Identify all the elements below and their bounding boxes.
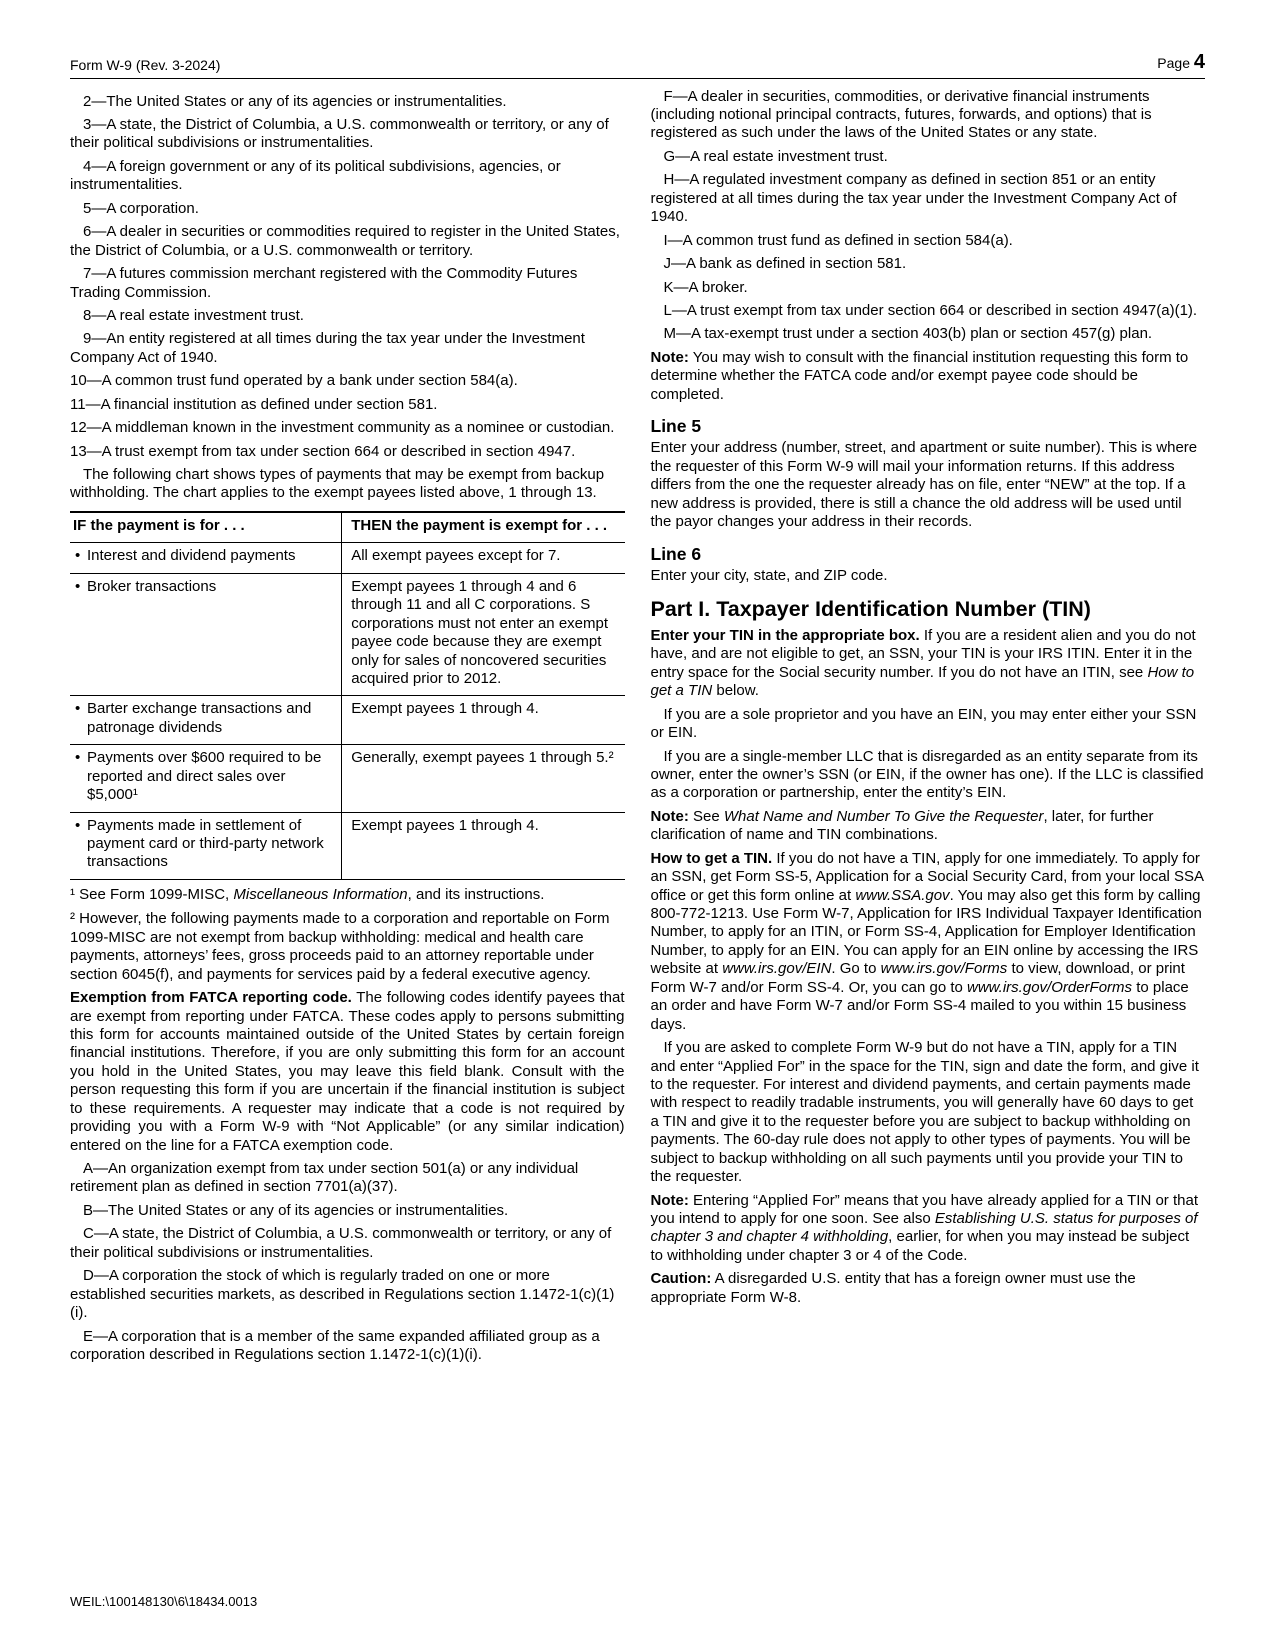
how-to-get-tin-paragraph: How to get a TIN. If you do not have a TIN, apply for one immediately. To apply for an SSN, get Form SS-5, Application for a Social Security Card, from your local SSA office or get this form online at www.SSA.gov. You may also get this form by calling 800-772-1213. Use Form W-7, Application for IRS Individual Taxpayer Identification Number, to apply for an ITIN, or Form SS-4, Application for Employer Identification Number, to apply for an EIN. You can apply for an EIN online by accessing the IRS website at www.irs.gov/EIN. Go to www.irs.gov/Forms to view, download, or print Form W-7 and/or Form SS-4. Or, you can go to www.irs.gov/OrderForms to place an order and have Form W-7 and/or Form SS-4 mailed to you within 15 business days. [650,849,1204,1033]
table-header-row [70,512,625,543]
exempt-payee-item-2: 2—The United States or any of its agencies or instrumentalities. [83,92,507,110]
table-col-if-header: IF the payment is for . . . [70,512,342,543]
payment-type-cell: • Broker transactions [73,578,329,596]
exempt-payee-item-10: 10—A common trust fund operated by a bank under section 584(a). [70,372,518,390]
caution-paragraph: Caution: A disregarded U.S. entity that has a foreign owner must use the appropriate Form W-8. [650,1270,1136,1306]
line-6-paragraph: Enter your city, state, and ZIP code. [650,566,888,584]
fatca-code-item-m: M—A tax-exempt trust under a section 403(b) plan or section 457(g) plan. [663,325,1153,343]
fatca-code-item-h: H—A regulated investment company as defined in section 851 or an entity registered at all times during the tax year under the Investment Company Act of 1940. [650,171,1177,226]
exempt-payee-item-4: 4—A foreign government or any of its political subdivisions, agencies, or instrumentalities. [70,157,561,194]
table-row [70,543,625,573]
table-row [70,696,625,745]
exempt-rule-cell: Exempt payees 1 through 4 and 6 through 11 and all C corporations. S corporations must not enter an exempt payee code because they are exempt only for sales of noncovered securities acquired prior to 2012. [342,573,625,696]
table-row [70,745,625,812]
exempt-rule-cell: All exempt payees except for 7. [342,543,625,573]
fatca-code-item-e: E—A corporation that is a member of the same expanded affiliated group as a corporation described in Regulations section 1.1472-1(c)(1)(i). [70,1327,600,1363]
exempt-payee-item-6: 6—A dealer in securities or commodities required to register in the United States, the District of Columbia, or a U.S. commonwealth or territory. [70,223,620,259]
payment-type-cell: • Payments made in settlement of payment card or third-party network transactions [73,817,329,872]
line-6-heading: Line 6 [650,543,702,564]
fatca-exemption-paragraph: Exemption from FATCA reporting code. The following codes identify payees that are exempt from reporting under FATCA. These codes apply to persons submitting this form for accounts maintained outside of the United States by certain foreign financial institutions. Therefore, if you are only submitting this form for an account you hold in the United States, you may leave this field blank. Consult with the person requesting this form if you are uncertain if the financial institution is subject to these requirements. A requester may indicate that a code is not required by providing you with a Form W-9 with “Not Applicable” (or any similar indication) entered on the line for a FATCA exemption code. [70,989,625,1154]
applied-for-paragraph: If you are asked to complete Form W-9 but do not have a TIN, apply for a TIN and enter “Applied For” in the space for the TIN, sign and date the form, and give it to the requester. For interest and dividend payments, and certain payments made with respect to readily tradable instruments, you will generally have 60 days to get a TIN and give it to the requester before you are subject to backup withholding on payments. The 60-day rule does not apply to other types of payments. You will be subject to backup withholding on all such payments until you provide your TIN to the requester. [650,1039,1199,1186]
exempt-rule-cell: Generally, exempt payees 1 through 5.² [342,745,625,812]
line-5-paragraph: Enter your address (number, street, and apartment or suite number). This is where the requester of this Form W-9 will mail your information returns. If this address differs from the one the requester already has on file, enter “NEW” at the top. If a new address is provided, there is still a chance the old address will be used until the payor changes your address in their records. [650,439,1198,531]
footnote-1: ¹ See Form 1099-MISC, Miscellaneous Information, and its instructions. [70,885,545,903]
payment-type-cell: • Barter exchange transactions and patronage dividends [73,700,329,737]
exempt-payee-item-5: 5—A corporation. [83,199,199,217]
fatca-code-item-g: G—A real estate investment trust. [663,147,888,165]
exempt-payee-item-12: 12—A middleman known in the investment community as a nominee or custodian. [70,419,615,437]
exempt-payments-table [70,511,625,880]
fatca-code-item-c: C—A state, the District of Columbia, a U.S. commonwealth or territory, or any of their political subdivisions or instrumentalities. [70,1225,612,1261]
payment-type-cell: • Payments over $600 required to be reported and direct sales over $5,000¹ [73,749,329,804]
page-label: Page [1157,55,1190,71]
chart-intro-paragraph: The following chart shows types of payments that may be exempt from backup withholding. The chart applies to the exempt payees listed above, 1 through 13. [70,466,605,502]
payment-type-cell: • Interest and dividend payments [73,547,329,565]
right-column [651,88,1206,1365]
name-number-note: Note: See What Name and Number To Give the Requester, later, for further clarification of name and TIN combinations. [650,807,1154,844]
left-column [70,88,625,1365]
page-number: 4 [1193,51,1205,73]
part-1-heading: Part I. Taxpayer Identification Number (TIN) [650,597,1091,622]
single-member-llc-paragraph: If you are a single-member LLC that is disregarded as an entity separate from its owner, enter the owner’s SSN (or EIN, if the owner has one). If the LLC is classified as a corporation or partnership, enter the entity’s EIN. [650,747,1204,802]
table-row [70,812,625,879]
exempt-payee-item-8: 8—A real estate investment trust. [83,306,304,324]
exempt-payee-item-11: 11—A financial institution as defined under section 581. [70,395,438,413]
fatca-code-item-b: B—The United States or any of its agencies or instrumentalities. [83,1201,509,1219]
page-header [70,50,1205,79]
fatca-code-item-d: D—A corporation the stock of which is regularly traded on one or more established securities markets, as described in Regulations section 1.1472-1(c)(1)(i). [70,1267,615,1322]
form-id: Form W-9 (Rev. 3-2024) [70,57,221,74]
two-column-layout [70,88,1205,1365]
exempt-payee-item-7: 7—A futures commission merchant registered with the Commodity Futures Trading Commission. [70,265,578,301]
document-reference-id: WEIL:\100148130\6\18434.0013 [70,1594,258,1610]
exempt-payee-item-13: 13—A trust exempt from tax under section 664 or described in section 4947. [70,442,576,460]
fatca-code-item-l: L—A trust exempt from tax under section 664 or described in section 4947(a)(1). [663,301,1198,319]
fatca-code-item-i: I—A common trust fund as defined in section 584(a). [663,231,1013,249]
footnote-2: ² However, the following payments made to a corporation and reportable on Form 1099-MISC are not exempt from backup withholding: medical and health care payments, attorneys’ fees, gross proceeds paid to an attorney reportable under section 6045(f), and payments for services paid by a federal executive agency. [70,910,610,983]
fatca-code-item-a: A—An organization exempt from tax under section 501(a) or any individual retirement plan as defined in section 7701(a)(37). [70,1160,579,1196]
exempt-rule-cell: Exempt payees 1 through 4. [342,696,625,745]
table-row [70,573,625,696]
line-5-heading: Line 5 [650,416,702,437]
fatca-code-item-f: F—A dealer in securities, commodities, or derivative financial instruments (including notional principal contracts, futures, forwards, and options) that is registered as such under the laws of the United States or any state. [650,87,1152,142]
sole-proprietor-paragraph: If you are a sole proprietor and you have an EIN, you may enter either your SSN or EIN. [650,705,1197,742]
fatca-code-item-k: K—A broker. [663,278,748,296]
fatca-code-item-j: J—A bank as defined in section 581. [663,255,907,273]
tin-box-paragraph: Enter your TIN in the appropriate box. If you are a resident alien and you do not have, and are not eligible to get, an SSN, your TIN is your IRS ITIN. Enter it in the entry space for the Social security number. If you do not have an ITIN, see How to get a TIN below. [650,626,1196,700]
exempt-payee-item-9: 9—An entity registered at all times during the tax year under the Investment Company Act of 1940. [70,330,585,366]
page-indicator [1157,50,1205,75]
applied-for-note: Note: Entering “Applied For” means that you have already applied for a TIN or that you intend to apply for one soon. See also Establishing U.S. status for purposes of chapter 3 and chapter 4 withholding, earlier, for when you may instead be subject to withholding under chapter 3 or 4 of the Code. [650,1191,1198,1264]
exempt-payee-item-3: 3—A state, the District of Columbia, a U.S. commonwealth or territory, or any of their political subdivisions or instrumentalities. [70,116,609,152]
exempt-rule-cell: Exempt payees 1 through 4. [342,812,625,879]
table-col-then-header: THEN the payment is exempt for . . . [342,512,625,543]
fatca-note: Note: You may wish to consult with the financial institution requesting this form to determine whether the FATCA code and/or exempt payee code should be completed. [650,348,1189,403]
